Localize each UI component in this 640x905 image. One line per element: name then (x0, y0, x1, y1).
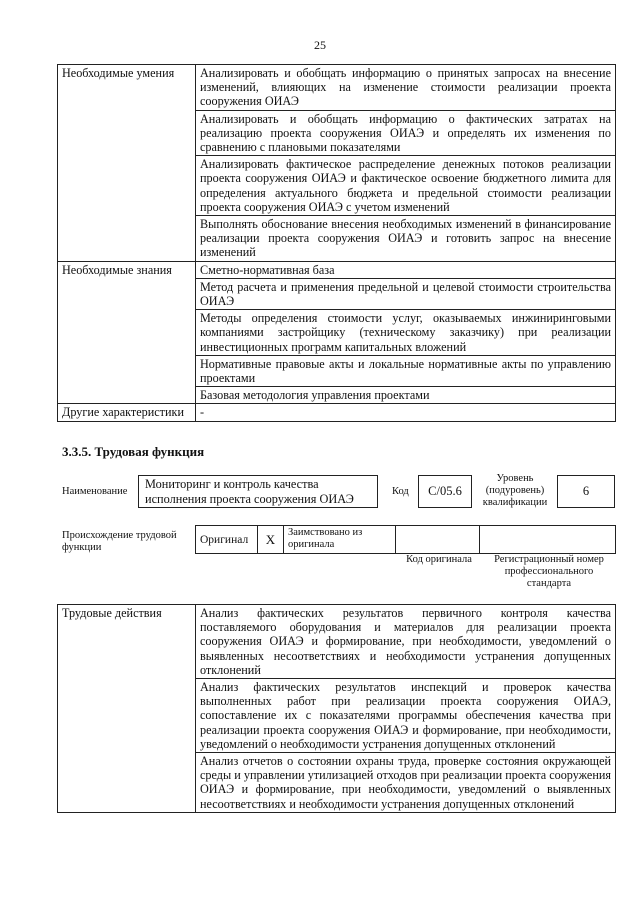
other-item: - (196, 404, 616, 421)
row-label-skills: Необходимые умения (58, 65, 196, 262)
knowledge-item: Нормативные правовые акты и локальные нормативные акты по управлению проектами (196, 355, 616, 386)
action-item: Анализ фактических результатов первичного контроля качества поставляемого оборудования и материалов для реализации проекта сооружения ОИАЭ и формирование, при необходимости, уведомлений о выявленных несоответствиях и необходимости устранения допущенных отклонений (196, 605, 616, 679)
reg-number-cell (480, 526, 616, 554)
borrowed-label: Заимствовано из оригинала (284, 526, 396, 554)
knowledge-item: Базовая методология управления проектами (196, 387, 616, 404)
reg-number-label: Регистрационный номер профессионального стандарта (494, 554, 604, 589)
original-label: Оригинал (196, 526, 258, 554)
qualification-level-box: 6 (557, 475, 615, 508)
row-label-actions: Трудовые действия (58, 605, 196, 813)
origin-label: Происхождение трудовой функции (62, 530, 177, 553)
skill-item: Анализировать и обобщать информацию о фактических затратах на реализацию проекта сооружения ОИАЭ и определять их изменения по сравнению с плановыми показателями (196, 110, 616, 156)
skill-item: Выполнять обоснование внесения необходимых изменений в финансирование реализации проекта сооружения ОИАЭ и готовить запрос на внесение изменений (196, 216, 616, 262)
action-item: Анализ фактических результатов инспекций и проверок качества выполненных работ при реализации проекта сооружения ОИАЭ, сопоставление их с показателями программы обеспечения качества при реализации проекта сооружения ОИАЭ и формирование, при необходимости, уведомлений о необходимости устранения допущенных отклонений (196, 679, 616, 753)
function-name-box: Мониторинг и контроль качества исполнения проекта сооружения ОИАЭ (138, 475, 378, 508)
row-label-knowledge: Необходимые знания (58, 261, 196, 404)
knowledge-item: Сметно-нормативная база (196, 261, 616, 278)
skill-item: Анализировать и обобщать информацию о принятых запросах на внесение изменений, влияющих на изменение стоимости реализации проекта сооружения ОИАЭ (196, 65, 616, 111)
function-code-box: С/05.6 (418, 475, 472, 508)
action-item: Анализ отчетов о состоянии охраны труда, проверке состояния окружающей среды и управлении утилизацией отходов при реализации проекта сооружения ОИАЭ и формирование, при необходимости, уведомлений о выявленных несоответствиях и необходимости устранения допущенных отклонений (196, 753, 616, 813)
skills-knowledge-table (57, 64, 616, 422)
labor-actions-table (57, 604, 616, 813)
page-number: 25 (314, 38, 326, 52)
section-heading: 3.3.5. Трудовая функция (62, 444, 205, 459)
skill-item: Анализировать фактическое распределение денежных потоков реализации проекта сооружения ОИАЭ и фактическое освоение бюджетного лимита для определения актуального бюджета и предельной стоимости реализации проекта сооружения ОИАЭ с учетом изменений (196, 156, 616, 216)
knowledge-item: Метод расчета и применения предельной и целевой стоимости строительства ОИАЭ (196, 278, 616, 309)
row-label-other: Другие характеристики (58, 404, 196, 421)
level-label: Уровень (подуровень) квалификации (482, 473, 548, 508)
code-label: Код (392, 486, 409, 497)
knowledge-item: Методы определения стоимости услуг, оказываемых инжиниринговыми компаниями застройщику (техническому заказчику) при реализации инвестиционных программ капитальных вложений (196, 310, 616, 356)
code-original-label: Код оригинала (406, 554, 472, 565)
original-mark: X (258, 526, 284, 554)
name-label: Наименование (62, 486, 128, 497)
code-original-cell (396, 526, 480, 554)
origin-table (195, 525, 616, 554)
